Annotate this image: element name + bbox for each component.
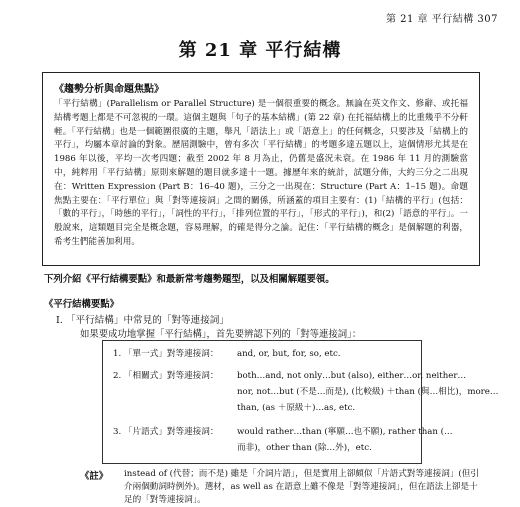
conj-3-line-2: 而非)，other than (除…外)，etc. bbox=[237, 443, 372, 453]
conj-1-line-1: and, or, but, for, so, etc. bbox=[237, 349, 341, 359]
note-label: 《註》 bbox=[80, 471, 109, 482]
conj-1-label: 1. 「單一式」對等連接詞： bbox=[113, 349, 219, 359]
box-paragraph bbox=[54, 98, 468, 250]
chapter-title: 第 21 章 平行結構 bbox=[178, 40, 342, 61]
item-1-description: 如果要成功地掌握「平行結構」，首先要辨認下列的「對等連接詞」： bbox=[80, 329, 362, 340]
conj-2-line-2: nor, not…but (不是…而是), (比較級) ＋than (與…相比)，more… bbox=[237, 387, 499, 397]
item-1-heading: I. 「平行結構」中常見的「對等連接詞」 bbox=[56, 315, 229, 326]
box-paragraph-text: 「平行結構」(Parallelism or Parallel Structure) 是一個很重要的概念。無論在英文作文、修辭、或托福結構考題上都是不可忽視的一環。這個主題與「句子的基本結構」(第 22 章) 在托福結構上的比重幾乎不分軒輊。「平行結構」也是一個範圍很廣的主題，舉凡「語法上」或「語意上」的任何概念，只要涉及「結構上的平行」，均屬本章討論的對象。歷屆測驗中，曾有多次「平行結構」的考題多達五題以上，這個情形尤其是在 1986 年以後，平均一次考四題；截至 2002 年 8 月為止，仍舊是盛況未衰。在 1986 年 11 月的測驗當中，純粹用「平行結構」原則來解題的題目就多達十一題。據歷年來的統計，試題分佈，大約三分之二出現在：Written Expression (Part B：16–40 題)，三分之一出現在：Structure (Part A：1–15 題)。命題焦點主要在：「平行單位」與「對等連接詞」之間的關係，所涵蓋的項目主要有：(1)「結構的平行」(包括：「數的平行」，「時態的平行」，「詞性的平行」，「排列位置的平行」，「形式的平行」)，和(2)「語意的平行」。一般說來，這類題目完全是概念題，容易理解，的確是得分之論。記住：「平行結構的概念」是個解題的利器，希考生們能善加利用。 bbox=[54, 99, 468, 247]
note-text bbox=[124, 468, 484, 507]
conj-2-label: 2. 「相關式」對等連接詞： bbox=[113, 371, 219, 381]
box-heading: 《趨勢分析與命題焦點》 bbox=[54, 84, 164, 95]
conj-3-label: 3. 「片語式」對等連接詞： bbox=[113, 427, 219, 437]
conj-3-line-1: would rather…than (寧願…也不願), rather than (… bbox=[237, 427, 453, 437]
section-heading: 《平行結構要點》 bbox=[44, 299, 120, 310]
conj-2-line-3: than, (as ＋原級＋)…as, etc. bbox=[237, 403, 356, 413]
conjunctions-box bbox=[102, 340, 499, 464]
note-paragraph: instead of (代替；而不是) 雖是「介詞片語」，但是實用上卻頗似「片語式對等連接詞」(但引介兩個動詞時例外)。選材，as well as 在語意上雖不像是「對等連接詞」，但在語法上卻是十足的「對等連接詞」。 bbox=[124, 469, 479, 505]
conj-2-line-1: both…and, not only…but (also), either…or, neither… bbox=[237, 371, 467, 381]
running-header: 第 21 章 平行結構 307 bbox=[385, 14, 498, 25]
intro-line: 下列介紹《平行結構要點》和最新常考趨勢題型，以及相關解題要領。 bbox=[44, 274, 335, 285]
